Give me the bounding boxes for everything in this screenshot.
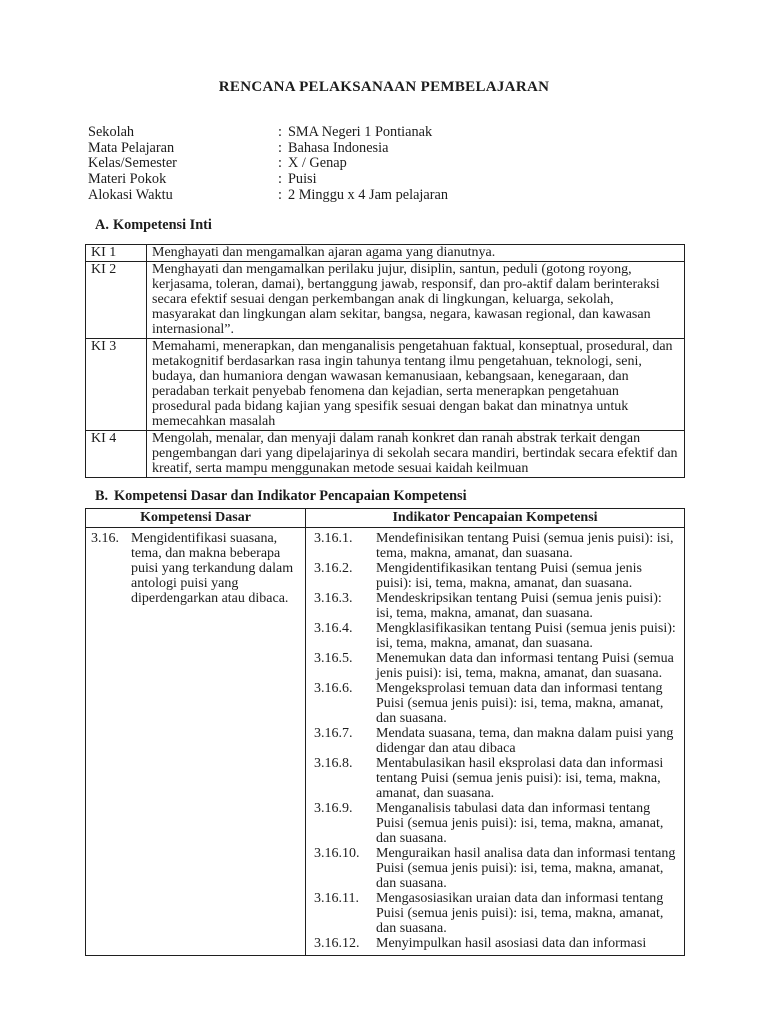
meta-separator: : [278, 124, 282, 140]
indicator-code: 3.16.3. [314, 590, 353, 606]
meta-row-mata-pelajaran [88, 141, 768, 157]
indicator-code: 3.16.7. [314, 725, 353, 741]
indicator-text: Mendeskripsikan tentang Puisi (semua jenis puisi): isi, tema, makna, amanat, dan suasana. [376, 590, 662, 621]
table-header-row [86, 508, 685, 527]
meta-separator: : [278, 155, 282, 172]
indicator-item [314, 681, 680, 726]
indicator-code: 3.16.4. [314, 620, 353, 636]
indicator-text: Mengidentifikasikan tentang Puisi (semua jenis puisi): isi, tema, makna, amanat, dan suasana. [376, 560, 642, 591]
meta-row-materi-pokok [88, 172, 768, 188]
ki-text-cell: Menghayati dan mengamalkan ajaran agama yang dianutnya. [147, 244, 685, 261]
indicator-code: 3.16.11. [314, 890, 359, 906]
indicator-code: 3.16.10. [314, 845, 360, 861]
page-title: RENCANA PELAKSANAAN PEMBELAJARAN [218, 79, 550, 95]
meta-separator: : [278, 171, 282, 188]
ki-text-cell: Menghayati dan mengamalkan perilaku jujur, disiplin, santun, peduli (gotong royong, kerjasama, toleran, damai), bertanggung jawab, responsif, dan pro-aktif dalam berinteraksi secara efektif sesuai dengan perkembangan anak di lingkungan, keluarga, sekolah, masyarakat dan lingkungan alam sekitar, bangsa, negara, kawasan regional, dan kawasan internasional”. [147, 261, 685, 338]
meta-value: SMA Negeri 1 Pontianak [287, 124, 433, 140]
indicator-item [314, 651, 680, 681]
indicator-text: Menguraikan hasil analisa data dan informasi tentang Puisi (semua jenis puisi): isi, tema, makna, amanat, dan suasana. [376, 845, 676, 891]
indicator-item [314, 621, 680, 651]
column-header-indikator: Indikator Pencapaian Kompetensi [306, 508, 685, 527]
kd-text: Mengidentifikasi suasana, tema, dan makna beberapa puisi yang terkandung dalam antologi puisi yang diperdengarkan atau dibaca. [131, 530, 294, 606]
indicator-text: Menemukan data dan informasi tentang Puisi (semua jenis puisi): isi, tema, makna, amanat, dan suasana. [376, 650, 674, 681]
indicator-text: Mentabulasikan hasil eksprolasi data dan informasi tentang Puisi (semua jenis puisi): isi, tema, makna, amanat, dan suasana. [376, 755, 664, 801]
indicator-code: 3.16.5. [314, 650, 353, 666]
section-a-title: Kompetensi Inti [113, 216, 212, 233]
indicator-text: Mendefinisikan tentang Puisi (semua jenis puisi): isi, tema, makna, amanat, dan suasana. [376, 530, 674, 561]
section-b-title: Kompetensi Dasar dan Indikator Pencapaian Kompetensi [114, 487, 467, 504]
indicator-text: Mengasosiasikan uraian data dan informasi tentang Puisi (semua jenis puisi): isi, tema, makna, amanat, dan suasana. [376, 890, 664, 936]
indicator-code: 3.16.8. [314, 755, 353, 771]
indicator-text: Menganalisis tabulasi data dan informasi tentang Puisi (semua jenis puisi): isi, tema, makna, amanat, dan suasana. [376, 800, 664, 846]
meta-label: Alokasi Waktu [88, 186, 173, 203]
indicator-item [314, 726, 680, 756]
section-b-letter: B. [95, 487, 109, 504]
indicator-text: Mendata suasana, tema, dan makna dalam puisi yang didengar dan atau dibaca [376, 725, 674, 756]
meta-value: Bahasa Indonesia [287, 139, 389, 156]
ki-code-cell: KI 3 [86, 338, 147, 430]
indicator-text: Menyimpulkan hasil asosiasi data dan informasi [376, 935, 647, 951]
table-row-ki1 [86, 244, 685, 261]
kd-code: 3.16. [91, 530, 119, 546]
meta-separator: : [278, 139, 282, 156]
meta-row-sekolah [88, 125, 768, 141]
indicator-code: 3.16.12. [314, 935, 360, 951]
meta-label: Materi Pokok [88, 171, 167, 188]
indicator-item [314, 846, 680, 891]
kompetensi-dasar-cell [86, 527, 306, 955]
section-a-heading [95, 218, 768, 233]
indicator-item [314, 756, 680, 801]
ki-text-cell: Mengolah, menalar, dan menyaji dalam ranah konkret dan ranah abstrak terkait dengan pengembangan dari yang dipelajarinya di sekolah secara mandiri, bertindak secara efektif dan kreatif, serta mampu menggunakan metode sesuai kaidah keilmuan [147, 430, 685, 477]
meta-value: X / Genap [287, 155, 347, 172]
meta-value: Puisi [287, 171, 317, 188]
indicator-item [314, 891, 680, 936]
meta-row-kelas-semester [88, 156, 768, 172]
indicator-item [314, 561, 680, 591]
indicator-item [314, 531, 680, 561]
ki-text-cell: Memahami, menerapkan, dan menganalisis pengetahuan faktual, konseptual, prosedural, dan metakognitif berdasarkan rasa ingin tahunya tentang ilmu pengetahuan, teknologi, seni, budaya, dan humaniora dengan wawasan kemanusiaan, kebangsaan, kenegaraan, dan peradaban terkait penyebab fenomena dan kejadian, serta menerapkan pengetahuan prosedural pada bidang kajian yang spesifik sesuai dengan bakat dan minatnya untuk memecahkan masalah [147, 338, 685, 430]
table-row-ki3 [86, 338, 685, 430]
column-header-kompetensi-dasar: Kompetensi Dasar [86, 508, 306, 527]
indicator-code: 3.16.1. [314, 530, 353, 546]
meta-row-alokasi-waktu [88, 188, 768, 204]
table-row-ki4 [86, 430, 685, 477]
metadata-block [88, 125, 768, 204]
meta-value: 2 Minggu x 4 Jam pelajaran [287, 186, 448, 203]
kompetensi-dasar-item [91, 531, 300, 606]
indicator-code: 3.16.9. [314, 800, 353, 816]
meta-label: Kelas/Semester [88, 155, 177, 172]
indicator-text: Mengeksprolasi temuan data dan informasi tentang Puisi (semua jenis puisi): isi, tema, makna, amanat, dan suasana. [376, 680, 664, 726]
meta-label: Sekolah [88, 124, 135, 140]
indicator-item [314, 801, 680, 846]
meta-label: Mata Pelajaran [88, 139, 175, 156]
kompetensi-dasar-indikator-table [85, 508, 685, 956]
indicator-item [314, 936, 680, 951]
section-b-heading [95, 489, 768, 504]
indicator-code: 3.16.2. [314, 560, 353, 576]
table-body-row [86, 527, 685, 955]
indicator-code: 3.16.6. [314, 680, 353, 696]
ki-code-cell: KI 1 [86, 244, 147, 261]
indicator-text: Mengklasifikasikan tentang Puisi (semua jenis puisi): isi, tema, makna, amanat, dan suasana. [376, 620, 676, 651]
meta-separator: : [278, 186, 282, 203]
indicator-item [314, 591, 680, 621]
section-a-letter: A. [95, 216, 109, 233]
kompetensi-inti-table [85, 244, 685, 478]
table-row-ki2 [86, 261, 685, 338]
ki-code-cell: KI 4 [86, 430, 147, 477]
indikator-cell [306, 527, 685, 955]
ki-code-cell: KI 2 [86, 261, 147, 338]
